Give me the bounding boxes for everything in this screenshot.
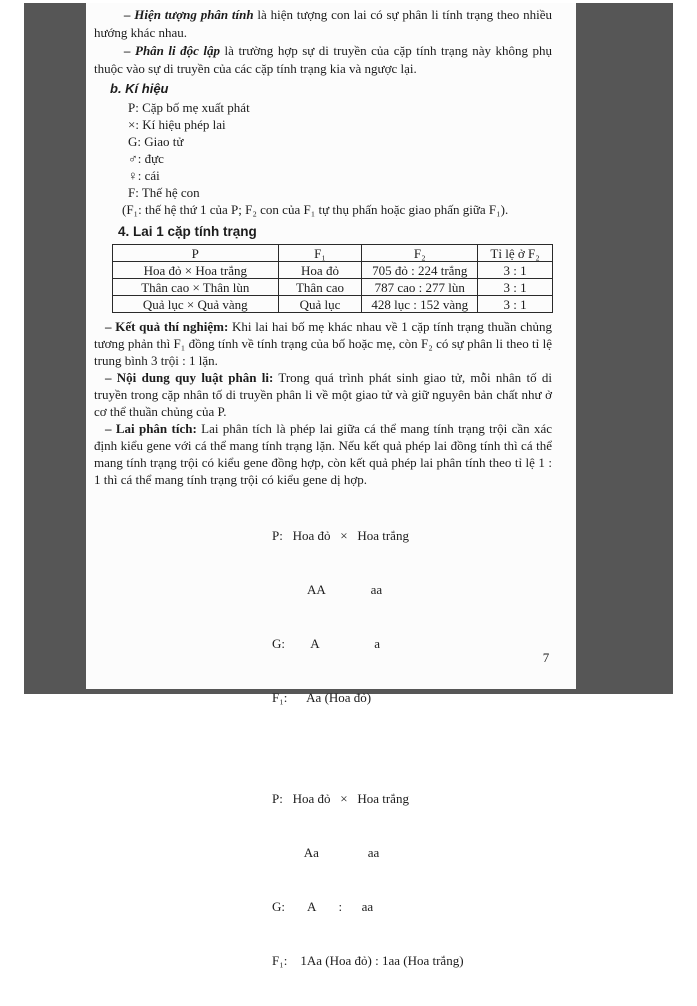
cell-ratio: 3 : 1 xyxy=(478,279,553,296)
symbols-note: (F₁: thế hệ thứ 1 của P; F₂ con của F₁ tự thụ phấn hoặc giao phấn giữa F₁). xyxy=(122,202,509,217)
col-header-F1: F₁ xyxy=(278,245,362,262)
cross-line-genotypes: AA aa xyxy=(272,582,383,597)
paragraph-ket-qua xyxy=(94,318,552,369)
section-heading-lai-1-cap: 4. Lai 1 cặp tính trạng xyxy=(118,224,257,239)
cross-diagram-homozygous xyxy=(272,491,552,743)
paragraph-lead: – Lai phân tích: xyxy=(105,421,197,436)
cross-line-F1: F₁: Aa (Hoa đỏ) xyxy=(272,690,372,705)
page-number: 7 xyxy=(542,650,550,665)
table-row xyxy=(113,279,553,296)
table-header-row xyxy=(113,245,553,262)
subsection-heading-ki-hieu: b. Kí hiệu xyxy=(110,81,169,96)
monohybrid-results-table xyxy=(112,244,553,313)
symbol-item-female: ♀: cái xyxy=(128,168,160,183)
paragraph-text: Khi lai hai bố mẹ khác nhau về 1 cặp tính trạng thuần chủng tương phản thì F₁ đồng tính về tính trạng của bố hoặc mẹ, còn F₂ có sự phân li theo tỉ lệ trung bình 3 trội : 1 lặn. xyxy=(94,319,553,368)
paragraph-lead: – Nội dung quy luật phân li: xyxy=(105,370,274,385)
paragraph-lead: – Hiện tượng phân tính xyxy=(124,7,254,22)
symbol-item-cross: ×: Kí hiệu phép lai xyxy=(128,117,226,132)
paragraph-noi-dung xyxy=(94,369,552,420)
symbol-item-P: P: Cặp bố mẹ xuất phát xyxy=(128,100,250,115)
cell-f2: 787 cao : 277 lùn xyxy=(362,279,478,296)
paragraph-text: là trường hợp sự di truyền của cặp tính trạng này không phụ thuộc vào sự di truyền của các cặp tính trạng kia và ngược lại. xyxy=(94,43,552,76)
cell-f1: Quả lục xyxy=(278,296,362,313)
paragraph-phan-tinh xyxy=(94,6,552,42)
col-header-ratio: Tỉ lệ ở F₂ xyxy=(478,245,553,262)
symbol-item-F: F: Thế hệ con xyxy=(128,185,200,200)
symbol-item-male: ♂: đực xyxy=(128,151,164,166)
cross-line-P: P: Hoa đỏ × Hoa trắng xyxy=(272,791,409,806)
paragraph-lai-phan-tich xyxy=(94,420,552,488)
cross-diagram-heterozygous xyxy=(272,754,552,1006)
paragraph-lead: – Kết quả thí nghiệm: xyxy=(105,319,229,334)
page-content xyxy=(94,6,552,1006)
paragraph-lead: – Phân li độc lập xyxy=(124,43,221,58)
cross-line-F1: F₁: 1Aa (Hoa đỏ) : 1aa (Hoa trắng) xyxy=(272,953,464,968)
pdf-viewer-canvas[interactable] xyxy=(24,3,673,968)
cell-f1: Hoa đỏ xyxy=(278,262,362,279)
cell-p: Thân cao × Thân lùn xyxy=(113,279,279,296)
bottom-paragraphs xyxy=(94,318,552,488)
table-row xyxy=(113,262,553,279)
cell-ratio: 3 : 1 xyxy=(478,296,553,313)
document-page xyxy=(86,3,576,968)
paragraph-phan-li-doc-lap xyxy=(94,42,552,78)
paragraph-text: là hiện tượng con lai có sự phân li tính trạng theo nhiều hướng khác nhau. xyxy=(94,7,552,40)
col-header-F2: F₂ xyxy=(362,245,478,262)
cell-p: Hoa đỏ × Hoa trắng xyxy=(113,262,279,279)
col-header-P: P xyxy=(113,245,279,262)
cross-line-G: G: A : aa xyxy=(272,899,374,914)
cell-f2: 705 đỏ : 224 trắng xyxy=(362,262,478,279)
cell-p: Quả lục × Quả vàng xyxy=(113,296,279,313)
cell-ratio: 3 : 1 xyxy=(478,262,553,279)
cell-f2: 428 lục : 152 vàng xyxy=(362,296,478,313)
cell-f1: Thân cao xyxy=(278,279,362,296)
cross-line-genotypes: Aa aa xyxy=(272,845,380,860)
cross-line-P: P: Hoa đỏ × Hoa trắng xyxy=(272,528,409,543)
symbol-item-G: G: Giao tử xyxy=(128,134,184,149)
paragraph-text: Trong quá trình phát sinh giao tử, mỗi nhân tố di truyền trong cặp nhân tố di truyền phân li về một giao tử và giữ nguyên bản chất như ở cơ thể thuần chủng của P. xyxy=(94,370,552,419)
paragraph-text: Lai phân tích là phép lai giữa cá thể mang tính trạng trội cần xác định kiểu gene với cá thể mang tính trạng lặn. Nếu kết quả phép lai đồng tính thì cá thể mang tính trạng trội có kiểu gene đồng hợp, còn kết quả phép lai phân tính theo tỉ lệ 1 : 1 thì cá thể mang tính trạng trội có kiểu gene dị hợp. xyxy=(94,421,552,487)
cross-line-G: G: A a xyxy=(272,636,380,651)
table-row xyxy=(113,296,553,313)
